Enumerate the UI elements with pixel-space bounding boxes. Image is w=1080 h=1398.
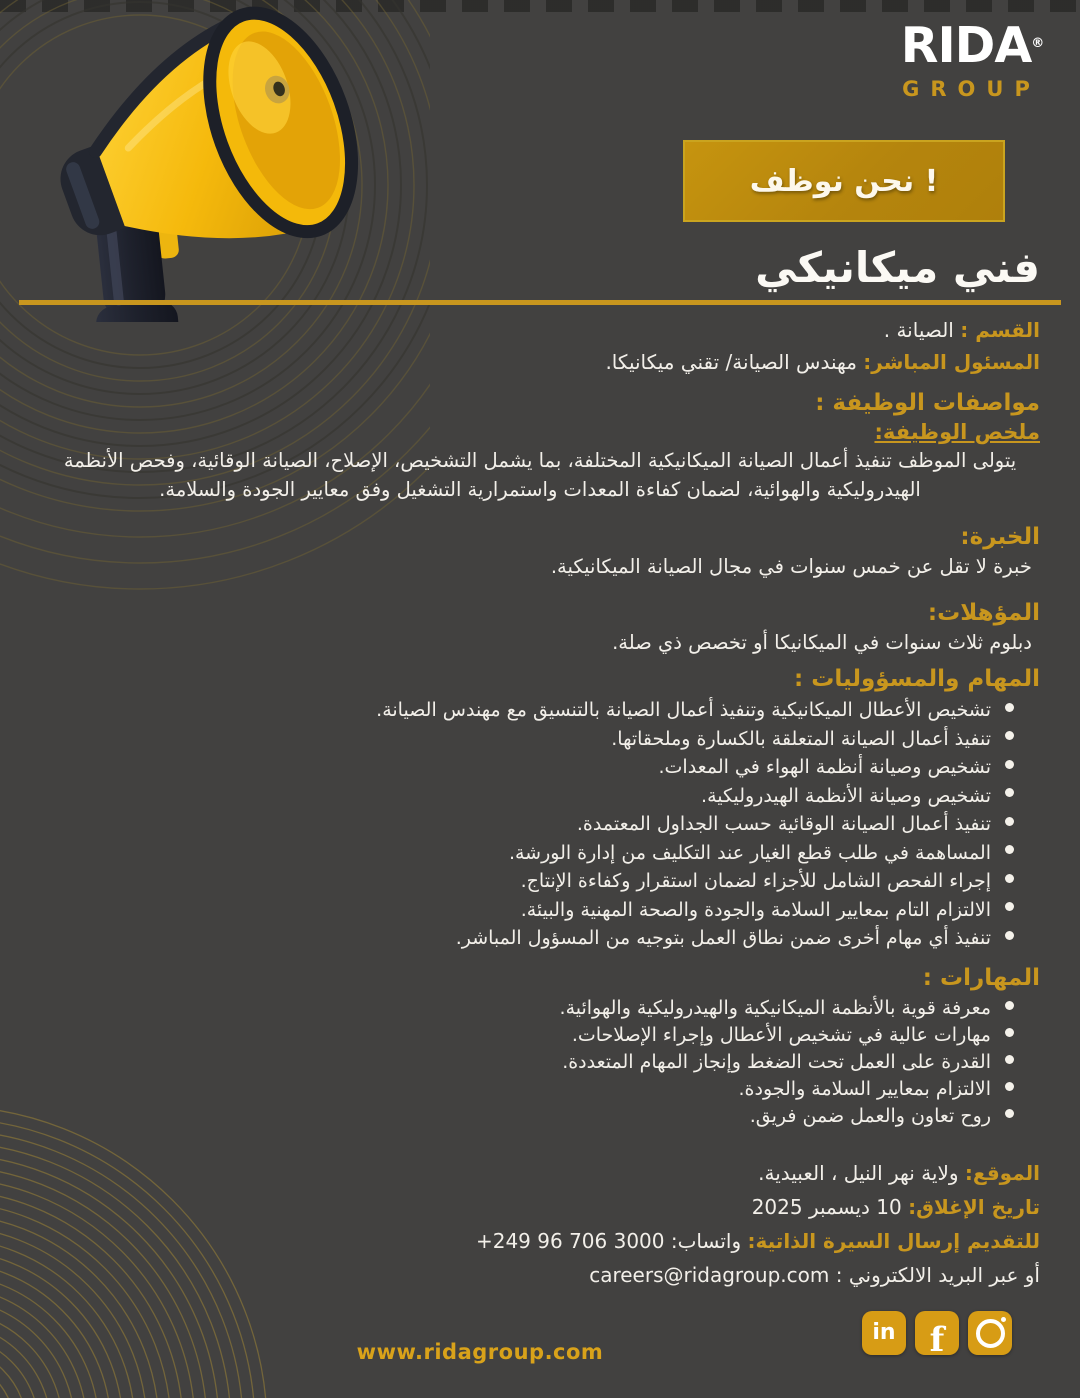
facebook-glyph: f xyxy=(929,1320,945,1355)
registered-trademark-icon: ® xyxy=(1031,36,1044,51)
bullet-icon xyxy=(1005,788,1014,797)
task-list-item xyxy=(40,810,1014,839)
bullet-icon xyxy=(1005,760,1014,769)
bullet-icon xyxy=(1005,1001,1014,1010)
section-heading-skills: المهارات : xyxy=(922,964,1040,991)
whatsapp-label: واتساب: xyxy=(670,1228,742,1253)
task-text: تشخيص الأعطال الميكانيكية وتنفيذ أعمال الصيانة بالتنسيق مع مهندس الصيانة. xyxy=(376,699,991,721)
supervisor-label: المسئول المباشر: xyxy=(863,350,1040,374)
skill-text: مهارات عالية في تشخيص الأعطال وإجراء الإصلاحات. xyxy=(571,1023,991,1046)
skill-list-item xyxy=(40,1103,1014,1130)
skill-text: معرفة قوية بالأنظمة الميكانيكية والهيدروليكية والهوائية. xyxy=(559,996,991,1019)
hiring-banner-text: نحن نوظف ! xyxy=(749,163,939,199)
logo-wordmark: RIDA ® xyxy=(900,17,1044,74)
task-list-item xyxy=(40,867,1014,896)
experience-text: خبرة لا تقل عن خمس سنوات في مجال الصيانة الميكانيكية. xyxy=(550,555,1032,578)
task-list-item xyxy=(40,924,1014,953)
apply-label: للتقديم إرسال السيرة الذاتية: xyxy=(747,1228,1040,1253)
skill-text: روح تعاون والعمل ضمن فريق. xyxy=(749,1104,991,1127)
facebook-icon[interactable] xyxy=(915,1311,959,1355)
task-text: تشخيص وصيانة أنظمة الهواء في المعدات. xyxy=(658,756,991,778)
company-logo xyxy=(886,18,1046,104)
task-text: المساهمة في طلب قطع الغيار عند التكليف من إدارة الورشة. xyxy=(508,841,991,864)
section-heading-qualifications: المؤهلات: xyxy=(927,600,1040,626)
email-address: careers@ridagroup.com xyxy=(589,1262,830,1287)
closing-date-line xyxy=(40,1190,1040,1224)
task-list-item xyxy=(40,725,1014,754)
skill-text: الالتزام بمعايير السلامة والجودة. xyxy=(738,1077,991,1100)
skill-text: القدرة على العمل تحت الضغط وإنجاز المهام المتعددة. xyxy=(562,1050,991,1073)
bullet-icon xyxy=(1005,1028,1014,1037)
supervisor-value: مهندس الصيانة/ تقني ميكانيكا. xyxy=(605,350,857,374)
whatsapp-number: +249 96 706 3000 xyxy=(475,1228,665,1253)
task-text: تنفيذ أعمال الصيانة الوقائية حسب الجداول المعتمدة. xyxy=(576,813,991,835)
top-edge-pattern xyxy=(0,0,1080,12)
qualifications-text: دبلوم ثلاث سنوات في الميكانيكا أو تخصص ذي صلة. xyxy=(612,631,1032,654)
bullet-icon xyxy=(1005,874,1014,883)
hiring-banner xyxy=(683,140,1005,222)
skill-list-item xyxy=(40,1022,1014,1049)
bullet-icon xyxy=(1005,1082,1014,1091)
task-text: إجراء الفحص الشامل للأجزاء لضمان استقرار وكفاءة الإنتاج. xyxy=(520,870,991,892)
skill-list-item xyxy=(40,1049,1014,1076)
task-list-item xyxy=(40,896,1014,925)
department-value: الصيانة . xyxy=(883,318,954,342)
supervisor-line xyxy=(40,346,1040,378)
instagram-lens-glyph xyxy=(976,1319,1005,1348)
task-text: تشخيص وصيانة الأنظمة الهيدروليكية. xyxy=(701,784,991,807)
social-icons-row xyxy=(862,1311,1012,1355)
department-line xyxy=(40,314,1040,346)
task-list-item xyxy=(40,782,1014,811)
task-text: الالتزام التام بمعايير السلامة والجودة والصحة المهنية والبيئة. xyxy=(520,898,991,921)
summary-paragraph: يتولى الموظف تنفيذ أعمال الصيانة الميكانيكية المختلفة، بما يشمل التشخيص، الإصلاح، الصيانة الوقائية، وفحص الأنظمة الهيدروليكية والهوائية، لضمان كفاءة المعدات واستمرارية التشغيل وفق معايير الجودة والسلامة. xyxy=(63,449,1017,501)
contact-block xyxy=(40,1156,1040,1292)
bullet-icon xyxy=(1005,845,1014,854)
job-posting-body xyxy=(0,243,1080,1292)
apply-line xyxy=(40,1224,1040,1258)
gold-divider xyxy=(19,300,1061,305)
task-list-item xyxy=(40,696,1014,725)
section-heading-summary: ملخص الوظيفة: xyxy=(874,420,1040,444)
closing-date-value: 10 ديسمبر 2025 xyxy=(751,1194,902,1219)
instagram-dot-glyph xyxy=(1001,1317,1006,1322)
department-label: القسم : xyxy=(960,318,1040,342)
website-url: www.ridagroup.com xyxy=(356,1340,604,1364)
page-title: فني ميكانيكي xyxy=(755,243,1040,292)
linkedin-icon[interactable] xyxy=(862,1311,906,1355)
bullet-icon xyxy=(1005,931,1014,940)
linkedin-glyph: in xyxy=(872,1320,896,1345)
bullet-icon xyxy=(1005,902,1014,911)
location-line xyxy=(40,1156,1040,1190)
skills-list xyxy=(40,995,1040,1130)
email-label: أو عبر البريد الالكتروني : xyxy=(835,1262,1040,1287)
location-value: ولاية نهر النيل ، العبيدية. xyxy=(758,1160,959,1185)
task-list-item xyxy=(40,753,1014,782)
closing-date-label: تاريخ الإغلاق: xyxy=(908,1194,1040,1219)
task-text: تنفيذ أي مهام أخرى ضمن نطاق العمل بتوجيه من المسؤول المباشر. xyxy=(455,927,991,949)
tasks-list xyxy=(40,696,1040,953)
section-heading-experience: الخبرة: xyxy=(960,524,1040,550)
email-line xyxy=(40,1258,1040,1292)
job-meta xyxy=(40,314,1040,378)
bullet-icon xyxy=(1005,731,1014,740)
location-label: الموقع: xyxy=(964,1160,1040,1185)
bullet-icon xyxy=(1005,703,1014,712)
skill-list-item xyxy=(40,995,1014,1022)
bullet-icon xyxy=(1005,1055,1014,1064)
section-heading-tasks: المهام والمسؤوليات : xyxy=(794,666,1040,692)
task-list-item xyxy=(40,839,1014,868)
instagram-icon[interactable] xyxy=(968,1311,1012,1355)
section-heading-specs: مواصفات الوظيفة : xyxy=(815,390,1040,416)
logo-subtitle: GROUP xyxy=(902,77,1041,101)
skill-list-item xyxy=(40,1076,1014,1103)
task-text: تنفيذ أعمال الصيانة المتعلقة بالكسارة وملحقاتها. xyxy=(611,727,991,750)
bullet-icon xyxy=(1005,817,1014,826)
bullet-icon xyxy=(1005,1109,1014,1118)
